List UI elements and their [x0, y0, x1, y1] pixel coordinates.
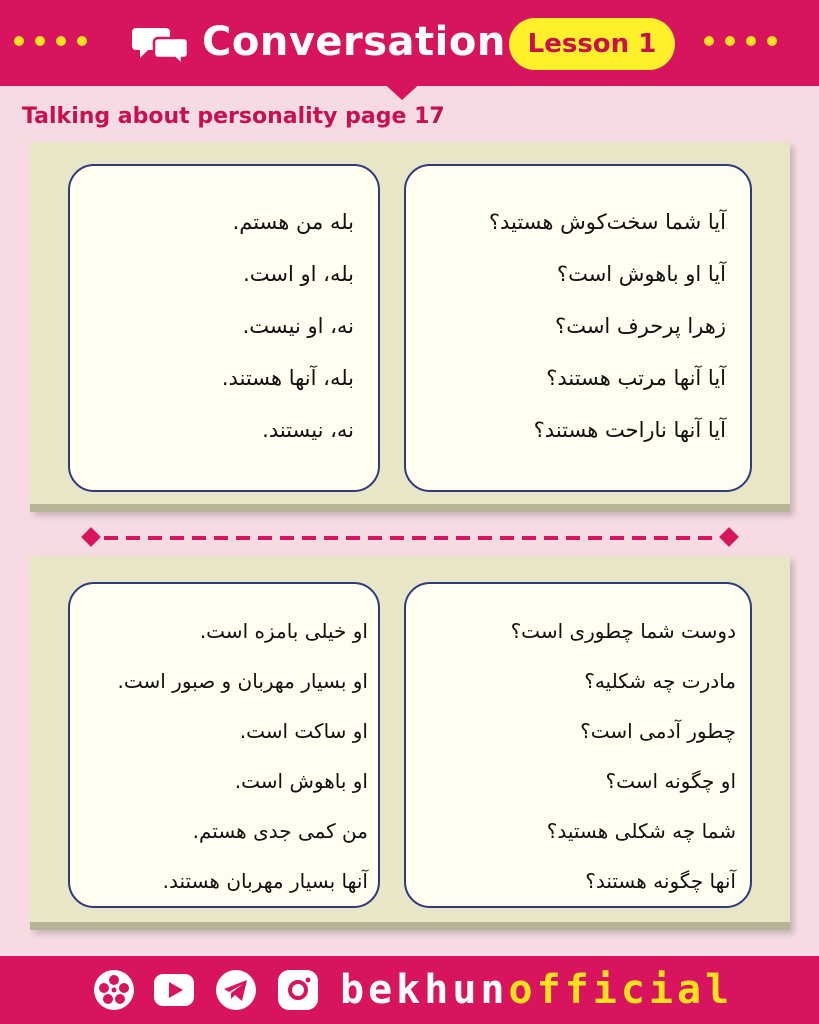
answer-line: او بسیار مهربان و صبور است.	[117, 669, 368, 693]
lesson-badge: Lesson 1	[509, 18, 675, 70]
question-line: آیا آنها مرتب هستند؟	[546, 366, 726, 390]
answer-line: او خیلی بامزه است.	[199, 619, 368, 643]
answer-line: آنها بسیار مهربان هستند.	[162, 869, 368, 893]
question-line: چطور آدمی است؟	[580, 719, 736, 743]
answers-card-1	[68, 164, 380, 492]
question-line: او چگونه است؟	[605, 769, 736, 793]
question-line: دوست شما چطوری است؟	[510, 619, 736, 643]
answer-line: من کمی جدی هستم.	[192, 819, 368, 843]
telegram-icon[interactable]	[214, 968, 258, 1012]
youtube-icon[interactable]	[152, 968, 196, 1012]
instagram-icon[interactable]	[276, 968, 320, 1012]
dashed-divider	[80, 526, 740, 550]
answer-line: او ساکت است.	[239, 719, 368, 743]
question-line: زهرا پرحرف است؟	[555, 314, 726, 338]
answer-line: بله من هستم.	[232, 210, 354, 234]
questions-card-1	[404, 164, 752, 492]
conversation-panel-1	[30, 142, 790, 512]
decorative-dots-left	[14, 36, 87, 46]
brand-handle-part2: official	[508, 967, 734, 1013]
question-line: مادرت چه شکلیه؟	[584, 669, 736, 693]
question-line: آیا او باهوش است؟	[556, 262, 726, 286]
chat-bubbles-icon	[132, 24, 192, 64]
answer-line: بله، آنها هستند.	[221, 366, 354, 390]
header-bar	[0, 0, 819, 86]
question-line: شما چه شکلی هستید؟	[546, 819, 736, 843]
answer-line: بله، او است.	[243, 262, 354, 286]
brand-handle-part1: bekhun	[340, 967, 509, 1013]
answer-line: او باهوش است.	[234, 769, 368, 793]
answers-card-2	[68, 582, 380, 908]
answer-line: نه، او نیست.	[242, 314, 354, 338]
question-line: آیا آنها ناراحت هستند؟	[533, 418, 726, 442]
decorative-dots-right	[704, 36, 777, 46]
footer-bar	[0, 956, 819, 1024]
header-notch	[380, 80, 424, 100]
page-subtitle: Talking about personality page 17	[22, 104, 445, 129]
question-line: آنها چگونه هستند؟	[585, 869, 736, 893]
question-line: آیا شما سخت‌کوش هستید؟	[488, 210, 726, 234]
answer-line: نه، نیستند.	[262, 418, 354, 442]
brand-handle[interactable]	[340, 962, 733, 1018]
conversation-panel-2	[30, 556, 790, 930]
page-title: Conversation	[202, 19, 506, 65]
film-reel-icon[interactable]	[92, 968, 136, 1012]
questions-card-2	[404, 582, 752, 908]
